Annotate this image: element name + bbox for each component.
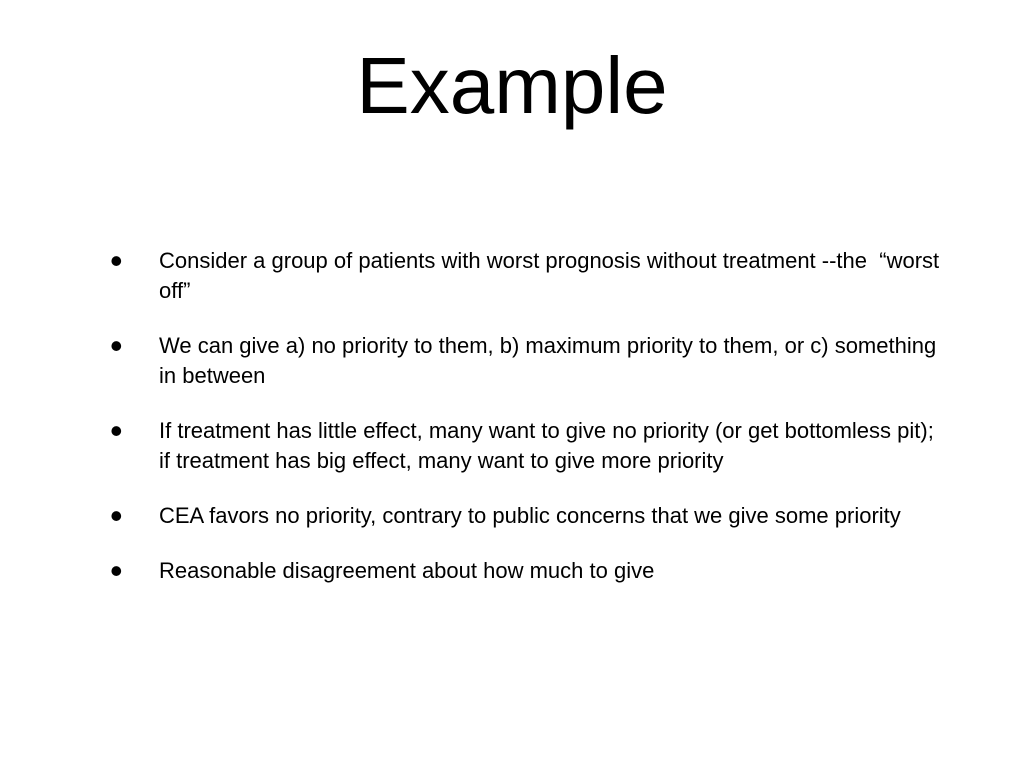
slide-title: Example <box>356 41 668 130</box>
bullet-icon: • <box>110 410 123 451</box>
bullet-text: CEA favors no priority, contrary to public concerns that we give some priority <box>159 503 901 528</box>
list-item <box>110 410 940 476</box>
bullet-text: We can give a) no priority to them, b) maximum priority to them, or c) something in between <box>159 333 943 388</box>
bullet-icon: • <box>110 240 123 281</box>
bullet-text: Reasonable disagreement about how much to give <box>159 558 655 583</box>
list-item <box>110 325 943 391</box>
bullet-icon: • <box>110 495 123 536</box>
list-item <box>110 240 946 306</box>
bullet-text: If treatment has little effect, many want to give no priority (or get bottomless pit); if treatment has big effect, many want to give more priority <box>159 418 940 473</box>
bullet-text: Consider a group of patients with worst prognosis without treatment --the “worst off” <box>159 248 946 303</box>
list-item <box>110 495 940 536</box>
bullet-icon: • <box>110 550 123 591</box>
bullet-list <box>110 240 946 611</box>
bullet-icon: • <box>110 325 123 366</box>
list-item <box>110 550 940 591</box>
